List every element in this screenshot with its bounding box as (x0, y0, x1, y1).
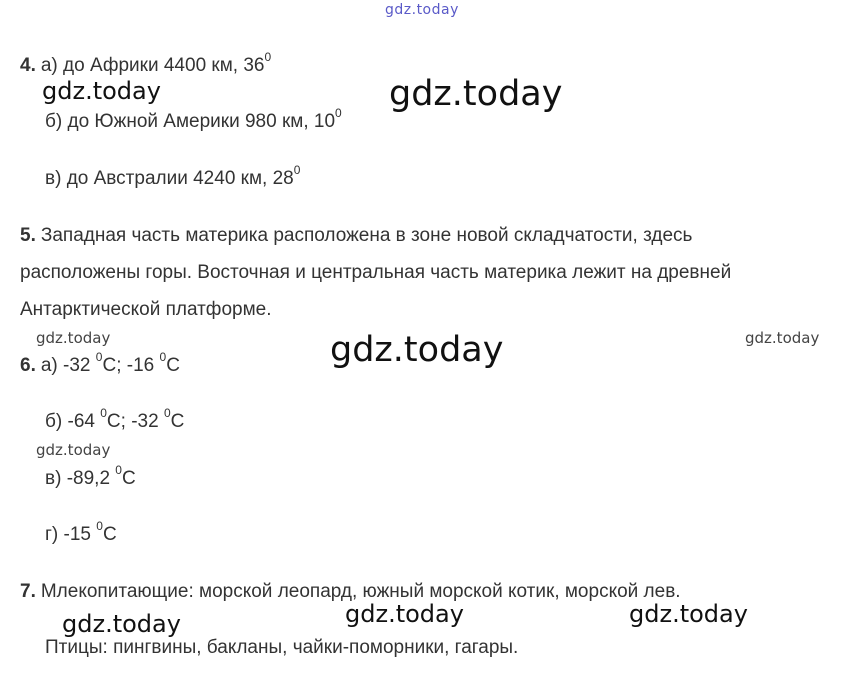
answer-text: а) -32 (40, 355, 96, 376)
watermark: gdz.today (62, 610, 181, 638)
answer-text: Птицы: пингвины, бакланы, чайки-поморники, гагары. (45, 637, 519, 658)
question-number: 4. (20, 55, 36, 76)
answer-5-line1 (20, 224, 692, 248)
answer-text: расположены горы. Восточная и центральная часть материка лежит на древней (20, 262, 732, 283)
degree-sup: 0 (335, 105, 342, 120)
answer-text: C; -32 (106, 411, 164, 432)
watermark: gdz.today (36, 441, 111, 459)
answer-7-birds (45, 636, 518, 660)
answer-text: б) -64 (45, 411, 101, 432)
watermark: gdz.today (389, 74, 563, 114)
answer-4a (20, 49, 272, 78)
question-number: 5. (20, 225, 36, 246)
watermark: gdz.today (36, 329, 111, 347)
answer-6b (45, 405, 185, 434)
watermark-top: gdz.today (385, 2, 459, 18)
degree-sup: 0 (264, 49, 272, 64)
degree-sup: 0 (100, 405, 107, 420)
answer-5-line3 (20, 298, 271, 322)
degree-sup: 0 (95, 349, 103, 364)
degree-sup: 0 (115, 462, 122, 477)
answer-7-mammals (20, 580, 681, 604)
answer-4b (45, 105, 342, 134)
watermark: gdz.today (629, 600, 748, 628)
answer-4c (45, 162, 301, 191)
answer-6d (45, 518, 117, 547)
watermark: gdz.today (745, 329, 820, 347)
watermark: gdz.today (330, 330, 504, 370)
watermark: gdz.today (345, 600, 464, 628)
answer-5-line2 (20, 261, 731, 285)
answer-text: в) до Австралии 4240 км, 28 (45, 168, 294, 189)
question-number: 6. (20, 355, 36, 376)
answer-text: C (170, 411, 185, 432)
answer-text: Западная часть материка расположена в зоне новой складчатости, здесь (40, 225, 693, 246)
degree-sup: 0 (96, 518, 103, 533)
answer-text: б) до Южной Америки 980 км, 10 (45, 111, 336, 132)
degree-sup: 0 (293, 162, 301, 177)
answer-text: C (121, 468, 136, 489)
question-number: 7. (20, 581, 36, 602)
watermark: gdz.today (42, 77, 161, 105)
answer-text: Млекопитающие: морской леопард, южный морской котик, морской лев. (40, 581, 681, 602)
answer-text: C (166, 355, 180, 376)
answer-text: а) до Африки 4400 км, 36 (40, 55, 265, 76)
answer-text: C; -16 (102, 355, 160, 376)
answer-text: C (102, 524, 117, 545)
answer-6c (45, 462, 136, 491)
answer-text: Антарктической платформе. (20, 299, 272, 320)
answer-text: г) -15 (45, 524, 97, 545)
degree-sup: 0 (159, 349, 167, 364)
degree-sup: 0 (163, 405, 171, 420)
answer-6a (20, 349, 180, 378)
answer-text: в) -89,2 (45, 468, 116, 489)
